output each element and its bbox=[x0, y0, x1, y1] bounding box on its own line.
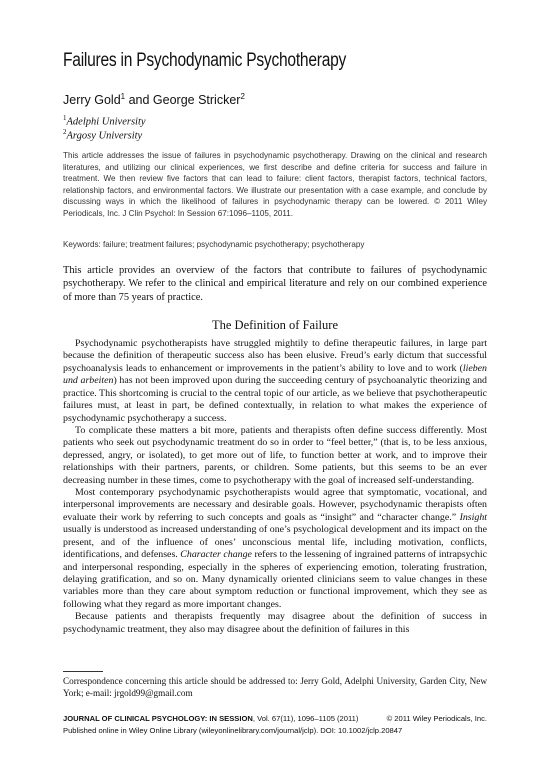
text-run: ) has not been improved upon during the succeeding century of psychoanalytic theorizing and practice. This shortcoming is crucial to the central topic of our article, as we believe that psychotherapeutic failures must, at least in part, be defined contextually, in relation to what makes the experience of psychodynamic psychotherapy a success. bbox=[63, 375, 487, 424]
copyright: © 2011 Wiley Periodicals, Inc. bbox=[386, 714, 487, 723]
italic-term: lieben und arbeiten bbox=[63, 362, 487, 387]
journal-volume: , Vol. 67(11), 1096–1105 (2011) bbox=[252, 714, 359, 723]
publication-info: Published online in Wiley Online Library (wileyonlinelibrary.com/journal/jclp). DOI: 10.1002/jclp.20847 bbox=[63, 726, 403, 735]
affiliation-marker: 2 bbox=[63, 128, 67, 136]
affiliation-name: Adelphi University bbox=[66, 116, 146, 128]
section-heading: The Definition of Failure bbox=[211, 318, 338, 332]
text-run: Most contemporary psychodynamic psychotherapists would agree that symptomatic, vocational, and interpersonal improvements are necessary and desirable goals. However, psychodynamic therapists often evaluate their work by referring to such concepts and goals as “insight” and “character change.” bbox=[63, 487, 487, 523]
affiliation-marker: 2 bbox=[240, 92, 245, 101]
author-line bbox=[63, 92, 245, 107]
journal-citation bbox=[63, 714, 358, 723]
body-paragraph bbox=[63, 338, 487, 425]
affiliation bbox=[63, 114, 146, 128]
body-paragraph: To complicate these matters a bit more, patients and therapists often define success differently. Most patients who seek out psychodynamic treatment do so in order to “feel better,” (that is, to be less anxious, depressed, angry, or isolated), to get more out of life, to function better at work, and to improve their relationships with their partners, parents, or children. Some patients, but this seems to be an ever decreasing number in these times, come to psychotherapy with the goal of increased self-understanding. bbox=[63, 424, 487, 486]
section-body bbox=[63, 338, 487, 636]
abstract: This article addresses the issue of failures in psychodynamic psychotherapy. Drawing on the clinical and research literatures, and utilizing our clinical experiences, we first describe and define criteria for success and failure in treatment. We then review five factors that can lead to failure: client factors, therapist factors, technical factors, relationship factors, and environmental factors. We illustrate our presentation with a case example, and conclude by discussing ways in which the likelihood of failures in psychodynamic therapy can be lowered. © 2011 Wiley Periodicals, Inc. J Clin Psychol: In Session 67:1096–1105, 2011. bbox=[63, 151, 487, 218]
footnote-rule bbox=[63, 671, 103, 672]
body-paragraph bbox=[63, 487, 487, 611]
correspondence-note: Correspondence concerning this article should be addressed to: Jerry Gold, Adelphi University, Garden City, New York; e-mail: jrgold99@gmail.com bbox=[63, 676, 487, 698]
affiliation bbox=[63, 128, 142, 142]
author-name: George Stricker bbox=[152, 93, 241, 108]
body-paragraph: Because patients and therapists frequently may disagree about the definition of success in psychodynamic treatment, they also may disagree about the definition of failures in this bbox=[63, 611, 487, 635]
italic-term: Insight bbox=[459, 511, 487, 523]
text-run: usually is understood as increased understanding of one’s psychological development and its impact on the present, and of the influence of ones’ unconscious mental life, including motivation, conflicts, identifications, and defenses. bbox=[63, 524, 487, 561]
article-title: Failures in Psychodynamic Psychotherapy bbox=[63, 50, 347, 71]
text-run: Psychodynamic psychotherapists have struggled mightily to define therapeutic failures, in large part because the definition of therapeutic success also has been elusive. Freud’s early dictum that successful psychoanalysis leads to enhancement or improvements in the patient’s ability to love and to work ( bbox=[63, 338, 487, 374]
text-run: refers to the lessening of ingrained patterns of intrapsychic and interpersonal responding, especially in the spheres of experiencing emotion, tolerating frustration, delaying gratification, and so on. Many dynamically oriented clinicians seem to value changes in these variables more than they care about symptom reduction or functional improvement, which they see as following what they regard as more important changes. bbox=[63, 549, 487, 610]
intro-paragraph: This article provides an overview of the factors that contribute to failures of psychodynamic psychotherapy. We refer to the clinical and empirical literature and rely on our combined experience of more than 75 years of practice. bbox=[63, 265, 487, 303]
journal-name: JOURNAL OF CLINICAL PSYCHOLOGY: IN SESSION bbox=[63, 714, 253, 723]
author-conjunction: and bbox=[125, 93, 153, 108]
keywords: Keywords: failure; treatment failures; psychodynamic psychotherapy; psychotherapy bbox=[63, 240, 365, 249]
affiliation-marker: 1 bbox=[120, 92, 126, 101]
affiliation-name: Argosy University bbox=[66, 130, 143, 142]
author-name: Jerry Gold bbox=[63, 93, 121, 108]
italic-term: Character change bbox=[180, 549, 252, 561]
affiliation-marker: 1 bbox=[63, 114, 67, 122]
